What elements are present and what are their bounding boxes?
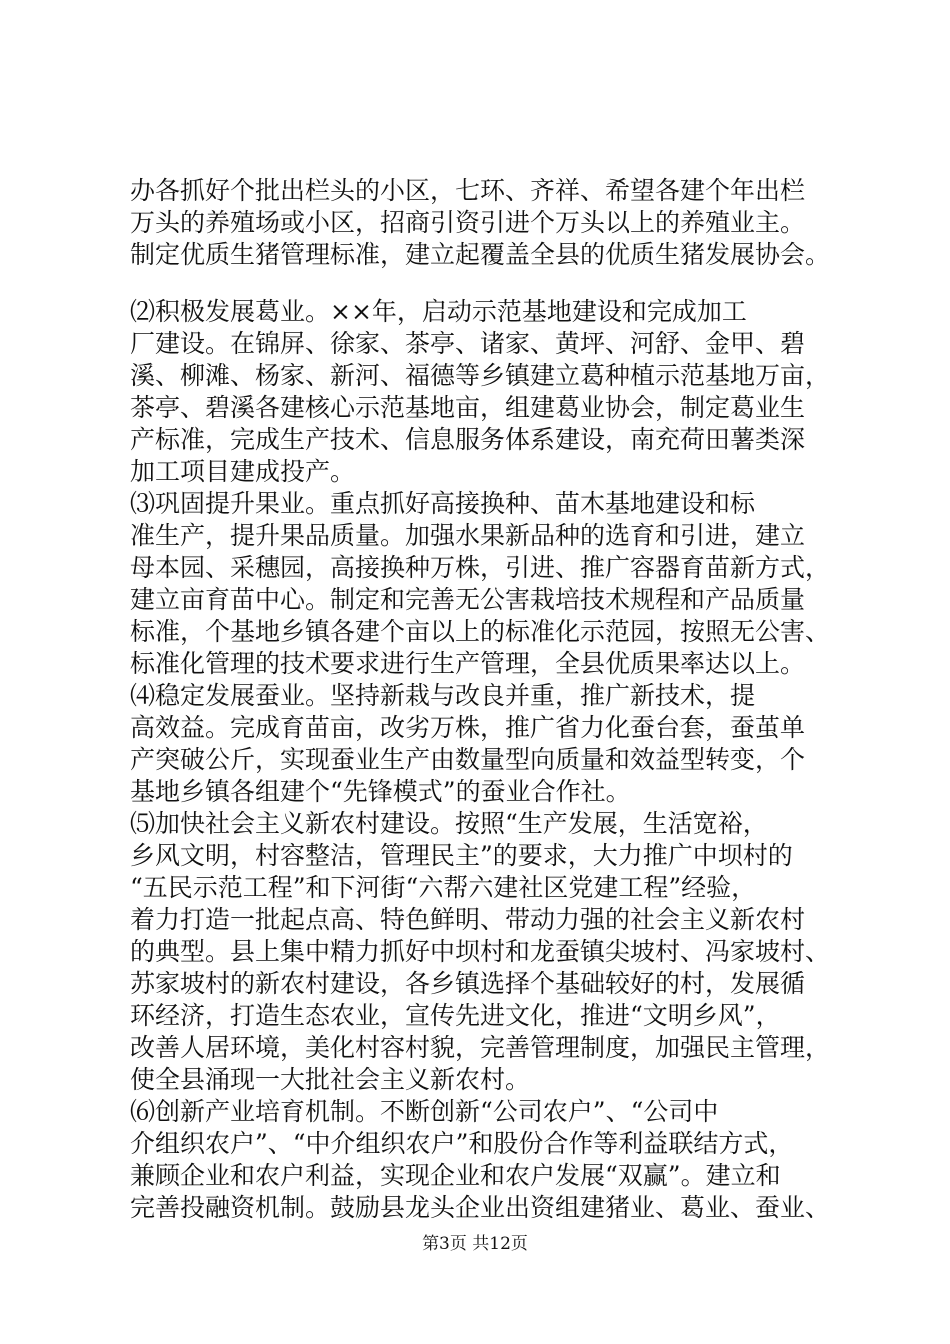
text-line: ⑸加快社会主义新农村建设。按照“生产发展，生活宽裕， [130, 809, 768, 838]
text-line: ⑷稳定发展蚕业。坚持新栽与改良并重，推广新技术，提 [130, 681, 756, 710]
text-line: 基地乡镇各组建个“先锋模式”的蚕业合作社。 [130, 777, 631, 806]
text-line: 改善人居环境，美化村容村貌，完善管理制度，加强民主管理， [130, 1033, 830, 1062]
text-line: 完善投融资机制。鼓励县龙头企业出资组建猪业、葛业、蚕业、 [130, 1193, 830, 1222]
text-line: 加工项目建成投产。 [130, 457, 356, 486]
text-line: 标准，个基地乡镇各建个亩以上的标准化示范园，按照无公害、 [130, 617, 830, 646]
text-line: ⑵积极发展葛业。××年，启动示范基地建设和完成加工 [130, 297, 747, 326]
text-line: 溪、柳滩、杨家、新河、福德等乡镇建立葛种植示范基地万亩， [130, 361, 830, 390]
text-line: 环经济，打造生态农业，宣传先进文化，推进“文明乡风”， [130, 1001, 781, 1030]
text-line: 兼顾企业和农户利益，实现企业和农户发展“双赢”。建立和 [130, 1161, 781, 1190]
text-line: 准生产，提升果品质量。加强水果新品种的选育和引进，建立 [130, 521, 806, 550]
text-line: 苏家坡村的新农村建设，各乡镇选择个基础较好的村，发展循 [130, 969, 806, 998]
text-line: 着力打造一批起点高、特色鲜明、带动力强的社会主义新农村 [130, 905, 806, 934]
text-line: 标准化管理的技术要求进行生产管理，全县优质果率达以上。 [130, 649, 806, 678]
text-line: 办各抓好个批出栏头的小区，七环、齐祥、希望各建个年出栏 [130, 176, 806, 205]
page-footer: 第3页 共12页 [422, 1234, 528, 1254]
text-line: 产标准，完成生产技术、信息服务体系建设，南充荷田薯类深 [130, 425, 806, 454]
text-line: 万头的养殖场或小区，招商引资引进个万头以上的养殖业主。 [130, 208, 806, 237]
text-line: 介组织农户”、“中介组织农户”和股份合作等利益联结方式， [130, 1129, 794, 1158]
text-line: 的典型。县上集中精力抓好中坝村和龙蚕镇尖坡村、冯家坡村、 [130, 937, 830, 966]
text-line: 茶亭、碧溪各建核心示范基地亩，组建葛业协会，制定葛业生 [130, 393, 806, 422]
text-line: ⑶巩固提升果业。重点抓好高接换种、苗木基地建设和标 [130, 489, 756, 518]
text-line: ⑹创新产业培育机制。不断创新“公司农户”、“公司中 [130, 1097, 719, 1126]
text-line: 乡风文明，村容整洁，管理民主”的要求，大力推广中坝村的 [130, 841, 793, 870]
text-line: 使全县涌现一大批社会主义新农村。 [130, 1065, 531, 1094]
text-line: 产突破公斤，实现蚕业生产由数量型向质量和效益型转变，个 [130, 745, 806, 774]
text-line: 母本园、采穗园，高接换种万株，引进、推广容器育苗新方式， [130, 553, 830, 582]
text-line: 厂建设。在锦屏、徐家、茶亭、诸家、黄坪、河舒、金甲、碧 [130, 329, 806, 358]
text-line: 建立亩育苗中心。制定和完善无公害栽培技术规程和产品质量 [130, 585, 806, 614]
text-line: 制定优质生猪管理标准，建立起覆盖全县的优质生猪发展协会。 [130, 240, 830, 269]
text-line: 高效益。完成育苗亩，改劣万株，推广省力化蚕台套，蚕茧单 [130, 713, 806, 742]
text-line: “五民示范工程”和下河街“六帮六建社区党建工程”经验， [130, 873, 757, 902]
